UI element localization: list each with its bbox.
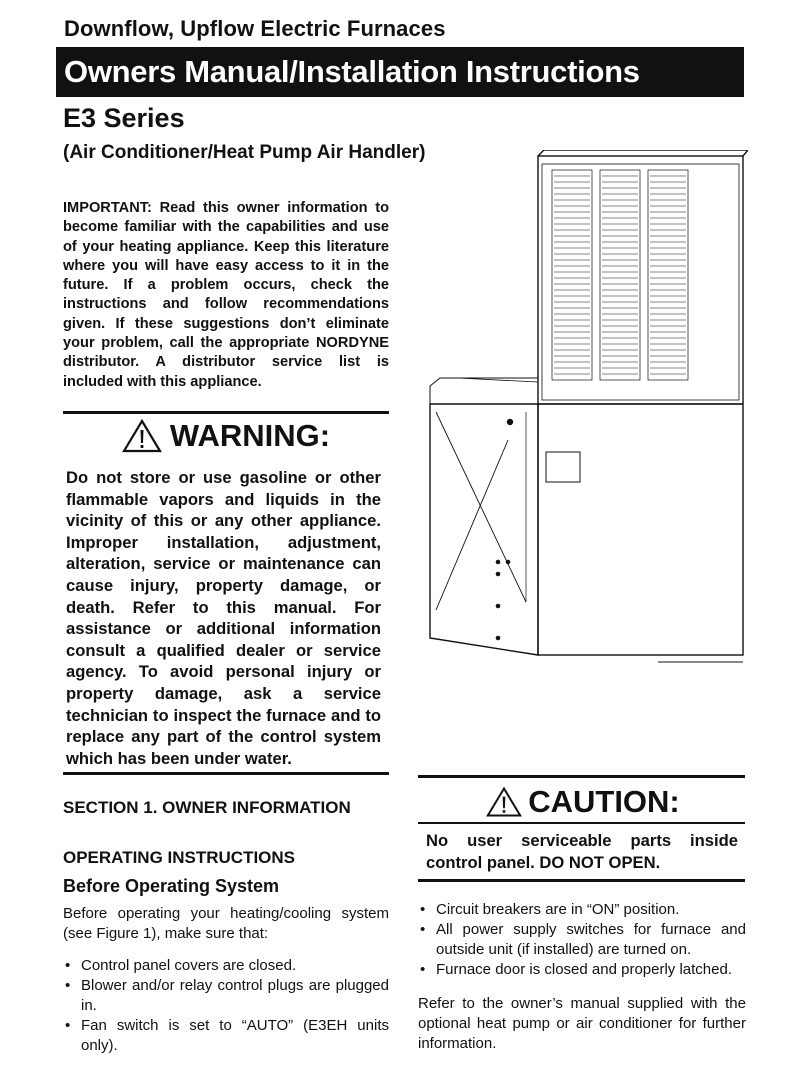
- caution-title: CAUTION:: [528, 784, 680, 819]
- warning-bottom-rule: [63, 772, 389, 775]
- manual-title-bar: Owners Manual/Installation Instructions: [56, 47, 744, 97]
- warning-title: WARNING:: [169, 418, 331, 453]
- caution-bottom-rule: [418, 879, 745, 882]
- left-checklist: [63, 956, 389, 1056]
- before-operating-text: Before operating your heating/cooling system (see Figure 1), make sure that:: [63, 905, 389, 942]
- important-notice: IMPORTANT: Read this owner information to become familiar with the capabilities and use of your heating appliance. Keep this literature where you will have easy access to it in the future. If a problem occurs, check the instructions and follow recommendations given. If these suggestions don’t eliminate your problem, call the appropriate NORDYNE distributor. A distributor service list is included with this appliance.: [63, 200, 389, 390]
- caution-heading: [420, 784, 746, 820]
- refer-owner-manual-text: Refer to the owner’s manual supplied with the optional heat pump or air conditioner for further information.: [418, 995, 746, 1052]
- caution-text: No user serviceable parts inside control panel. DO NOT OPEN.: [426, 831, 738, 872]
- before-operating-heading: Before Operating System: [63, 876, 280, 896]
- list-item: • Control panel covers are closed.: [63, 956, 389, 976]
- warning-triangle-icon: [486, 786, 522, 818]
- operating-instructions-heading: OPERATING INSTRUCTIONS: [63, 848, 296, 867]
- caution-top-rule: [418, 775, 745, 778]
- series-title: E3 Series: [63, 103, 185, 133]
- list-item: • Circuit breakers are in “ON” position.: [418, 900, 746, 920]
- caution-mid-rule: [418, 822, 745, 824]
- warning-heading: [63, 418, 389, 454]
- section-1-heading: SECTION 1. OWNER INFORMATION: [63, 798, 351, 817]
- list-item: • Furnace door is closed and properly latched.: [418, 960, 746, 980]
- series-subtitle: (Air Conditioner/Heat Pump Air Handler): [63, 142, 426, 163]
- list-item: • Blower and/or relay control plugs are plugged in.: [63, 976, 389, 1016]
- document-top-title: Downflow, Upflow Electric Furnaces: [64, 16, 446, 41]
- list-item: • Fan switch is set to “AUTO” (E3EH units only).: [63, 1016, 389, 1056]
- warning-text: Do not store or use gasoline or other flammable vapors and liquids in the vicinity of this or any other appliance. Improper installation, adjustment, alteration, service or maintenance can cause injury, property damage, or death. Refer to this manual. For assistance or additional information consult a qualified dealer or service agency. To avoid personal injury or property damage, ask a service technician to inspect the furnace and to replace any part of the control system which has been under water.: [66, 468, 381, 768]
- list-item: • All power supply switches for furnace and outside unit (if installed) are turned on.: [418, 920, 746, 960]
- warning-triangle-icon: [122, 419, 162, 453]
- right-checklist: [418, 900, 746, 980]
- furnace-illustration: [418, 150, 748, 670]
- warning-top-rule: [63, 411, 389, 414]
